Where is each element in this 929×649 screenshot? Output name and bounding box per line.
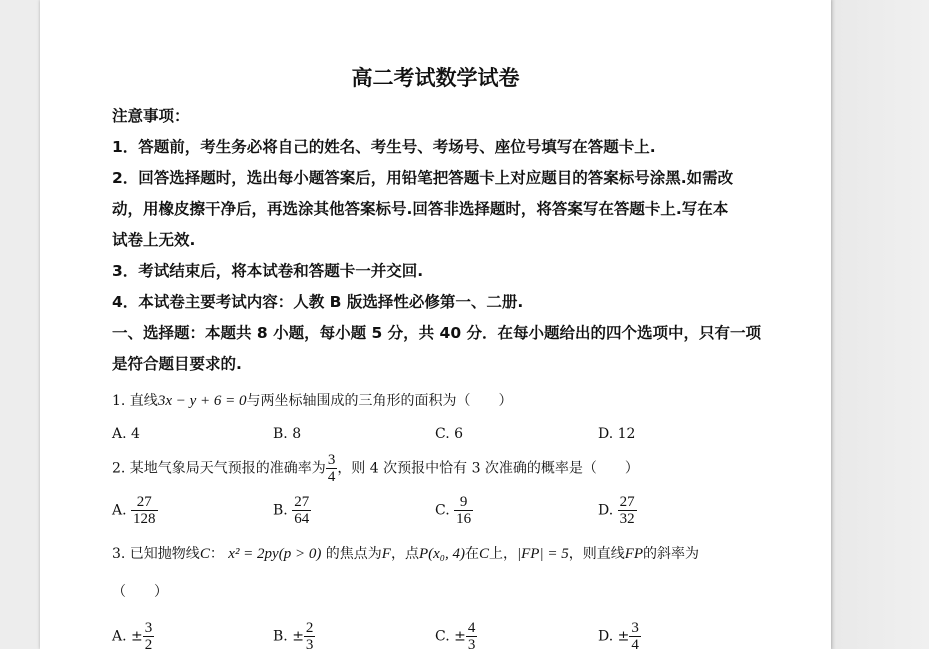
q2-option-a: A. $\frac{27}{128}$ — [112, 494, 156, 527]
notice-item-3: 3．考试结束后，将本试卷和答题卡一并交回. — [112, 262, 424, 280]
q2-option-c: C. $\frac{9}{16}$ — [435, 494, 472, 527]
q2-fraction: $\frac{3}{4}$ — [327, 452, 336, 485]
notice-item-2-line-1: 2．回答选择题时，选出每小题答案后，用铅笔把答题卡上对应题目的答案标号涂黑.如需改 — [112, 169, 734, 187]
document-page — [40, 0, 831, 649]
question-2 — [112, 452, 639, 485]
q1-text: 与两坐标轴围成的三角形的面积为（ ） — [246, 393, 513, 409]
section1-line-1: 一、选择题：本题共 8 小题，每小题 5 分，共 40 分．在每小题给出的四个选项中，只有一项 — [112, 324, 762, 342]
q1-option-c: C. 6 — [435, 426, 464, 442]
section1-line-2: 是符合题目要求的. — [112, 355, 242, 373]
viewer-background — [831, 0, 929, 649]
q1-number: 1. 直线 — [112, 393, 158, 409]
notice-item-4: 4．本试卷主要考试内容：人教 B 版选择性必修第一、二册. — [112, 293, 524, 311]
q3-option-b: B. ± $\frac{2}{3}$ — [273, 620, 315, 649]
question-1 — [112, 390, 513, 410]
notice-item-1: 1．答题前，考生务必将自己的姓名、考生号、考场号、座位号填写在答题卡上. — [112, 138, 656, 156]
q1-option-b: B. 8 — [273, 426, 302, 442]
q2-text: ，则 4 次预报中恰有 3 次准确的概率是（ ） — [337, 460, 639, 477]
notice-heading: 注意事项： — [112, 107, 190, 125]
q1-option-a: A. 4 — [112, 426, 140, 442]
page-title: 高二考试数学试卷 — [351, 66, 520, 90]
q3-answer-paren: （ ） — [112, 584, 168, 600]
q3-equation: x² = 2py — [228, 546, 279, 562]
q1-formula: 3x − y + 6 = 0 — [157, 393, 247, 409]
q2-number: 2. 某地气象局天气预报的准确率为 — [112, 460, 326, 477]
notice-item-2-line-2: 动，用橡皮擦干净后，再选涂其他答案标号.回答非选择题时，将答案写在答题卡上.写在本 — [112, 200, 729, 218]
q2-option-d: D. $\frac{27}{32}$ — [598, 494, 635, 527]
question-3: 3. 已知抛物线C： x² = 2py(p > 0) 的焦点为F，点P(x₀, 4)在C上，|FP| = 5，则直线FP的斜率为 — [112, 546, 700, 562]
q1-option-d: D. 12 — [598, 426, 636, 442]
q3-option-a: A. ± $\frac{3}{2}$ — [112, 620, 154, 649]
q2-option-b: B. $\frac{27}{64}$ — [273, 494, 310, 527]
q3-point: P(x₀, 4) — [418, 546, 465, 562]
q3-option-c: C. ± $\frac{4}{3}$ — [435, 620, 477, 649]
q3-option-d: D. ± $\frac{3}{4}$ — [598, 620, 641, 649]
notice-item-2-line-3: 试卷上无效. — [112, 231, 196, 249]
q3-distance: |FP| = 5 — [517, 546, 569, 562]
